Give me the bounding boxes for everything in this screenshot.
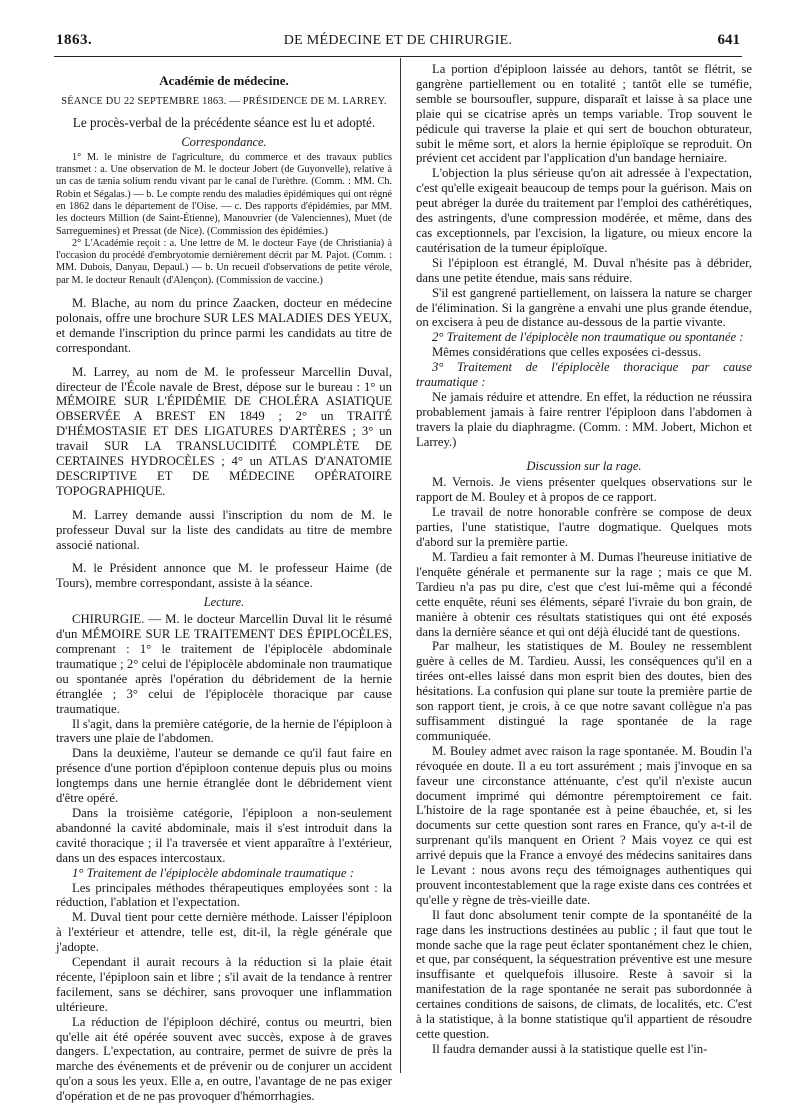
traitement-2-heading: 2° Traitement de l'épiplocèle non traumatique ou spontanée : bbox=[432, 330, 744, 345]
correspondance-heading: Correspondance. bbox=[181, 134, 267, 149]
correspondance-item-1: 1° M. le ministre de l'agriculture, du commerce et des travaux publics transmet : a. Une observation de M. le docteur Jobert (de Guyonvelle), relative à un cas de tænia solium rendu vivant par le canal de l'urèthre. (Comm. : MM. Ch. Robin et Ségalas.) — b. Le compte rendu des maladies épidémiques qui ont régné en 1862 dans le département de l'Oise. — c. Des rapports d'épidémies, par MM. les docteurs Million (de Saint-Étienne), Manouvrier (de Valenciennes), Muet (de Sarreguemines) et Pressat (de Nice). (Commission des épidémies.) bbox=[56, 151, 392, 237]
running-header bbox=[56, 30, 740, 52]
column-divider bbox=[400, 58, 401, 1073]
paragraph-president: M. le Président annonce que M. le professeur Haime (de Tours), membre correspondant, assiste à la séance. bbox=[56, 561, 392, 591]
paragraph-discussion-1: M. Vernois. Je viens présenter quelques observations sur le rapport de M. Bouley et à propos de ce rapport. bbox=[416, 475, 752, 505]
paragraph-traitement-1a: Les principales méthodes thérapeutiques employées sont : la réduction, l'ablation et l'expectation. bbox=[56, 880, 392, 910]
paragraph-blache: M. Blache, au nom du prince Zaacken, docteur en médecine polonais, offre une brochure SUR LES MALADIES DES YEUX, et demande l'inscription du prince parmi les candidats au titre de correspondant. bbox=[56, 295, 392, 355]
header-title: DE MÉDECINE ET DE CHIRURGIE. bbox=[283, 33, 513, 48]
discussion-heading: Discussion sur la rage. bbox=[526, 458, 642, 473]
seance-line: SÉANCE DU 22 SEPTEMBRE 1863. — PRÉSIDENCE DE M. LARREY. bbox=[61, 95, 387, 107]
paragraph-right-4: S'il est gangrené partiellement, on laissera la nature se charger de l'élimination. Si la gangrène a envahi une plus grande étendue, on excisera à peu de distance au-dessous de la partie vivante. bbox=[416, 285, 752, 330]
paragraph-discussion-2: Le travail de notre honorable confrère se compose de deux parties, l'une statistique, l'autre dogmatique. Quelques mots d'abord sur la première partie. bbox=[416, 505, 752, 550]
traitement-1-heading: 1° Traitement de l'épiplocèle abdominale traumatique : bbox=[72, 865, 354, 880]
paragraph-larrey-1: M. Larrey, au nom de M. le professeur Marcellin Duval, directeur de l'École navale de Brest, dépose sur le bureau : 1° un MÉMOIRE SUR L'ÉPIDÉMIE DE CHOLÉRA ASIATIQUE OBSERVÉE A BREST EN 1849 ; 2° un TRAITÉ D'HÉMOSTASIE ET DES LIGATURES D'ARTÈRES ; 3° un travail SUR LA TRANSLUCIDITÉ COMPLÈTE DE CERTAINES HYDROCÈLES ; 4° un ATLAS D'ANATOMIE DESCRIPTIVE ET DE MÉDECINE OPÉRATOIRE TOPOGRAPHIQUE. bbox=[56, 364, 392, 498]
header-year: 1863. bbox=[56, 32, 93, 48]
page-number: 641 bbox=[717, 32, 740, 48]
paragraph-discussion-7: Il faudra demander aussi à la statistique quelle est l'in- bbox=[432, 1041, 708, 1056]
paragraph-right-1: La portion d'épiploon laissée au dehors, tantôt se flétrit, se gangrène partiellement ou en totalité ; tantôt elle se tuméfie, semble se boursoufler, suppure, disparaît et laisse à sa place une plaie qui se cicatrise après un temps variable. Trop souvent le pédicule qui traverse la plaie et qui sert de bouchon obturateur, subit le même sort, et alors la hernie épiploïque se reproduit. On prévient cet accident par l'application d'un bandage herniaire. bbox=[416, 62, 752, 166]
right-column bbox=[416, 62, 752, 1057]
paragraph-traitement-1d: La réduction de l'épiploon déchiré, contus ou meurtri, bien qu'elle ait été opérée souvent avec succès, expose à de graves dangers. L'expectation, au contraire, permet de suivre de près la marche des événements et de prévenir ou de conjurer un accident qu'on a sous les yeux. Elle a, en outre, l'avantage de ne pas exiger d'opération et de ne pas provoquer d'hémorrhagies. bbox=[56, 1014, 392, 1104]
paragraph-traitement-1b: M. Duval tient pour cette dernière méthode. Laisser l'épiploon à l'extérieur et attendre, telle est, dit-il, la règle générale que j'adopte. bbox=[56, 910, 392, 955]
paragraph-traitement-3: Ne jamais réduire et attendre. En effet, la réduction ne réussira probablement jamais à faire rentrer l'épiploon dans l'abdomen à travers la plaie du diaphragme. (Comm. : MM. Jobert, Michon et Larrey.) bbox=[416, 389, 752, 449]
paragraph-lecture-2: Il s'agit, dans la première catégorie, de la hernie de l'épiploon à travers une plaie de l'abdomen. bbox=[56, 716, 392, 746]
paragraph-lecture-1: CHIRURGIE. — M. le docteur Marcellin Duval lit le résumé d'un MÉMOIRE SUR LE TRAITEMENT DES ÉPIPLOCÈLES, comprenant : 1° le traitement de l'épiplocèle abdominale traumatique ; 2° celui de l'épiplocèle abdominale non traumatique ou spontanée après l'opération du débridement de la hernie étranglée ; 3° celui de l'épiplocèle thoracique par cause traumatique. bbox=[56, 612, 392, 716]
lecture-heading: Lecture. bbox=[203, 595, 245, 610]
traitement-3-heading: 3° Traitement de l'épiplocèle thoracique par cause traumatique : bbox=[416, 360, 752, 390]
paragraph-right-2: L'objection la plus sérieuse qu'on ait adressée à l'expectation, c'est qu'elle exigeait beaucoup de temps pour la guérison. Mais on peut abréger la durée du traitement par l'emploi des cathérétiques, des astringents, d'une compression modérée, et même, dans des cas exceptionnels, par l'excision, la ligature, ou mieux encore la cautérisation de la tumeur épiploïque. bbox=[416, 166, 752, 255]
paragraph-traitement-1c: Cependant il aurait recours à la réduction si la plaie était récente, l'épiploon sain et libre ; s'il avait de la tendance à rentrer facilement, sans se déchirer, sans provoquer une inflammation ultérieure. bbox=[56, 955, 392, 1014]
left-column bbox=[56, 62, 392, 1104]
section-title: Académie de médecine. bbox=[159, 73, 289, 88]
paragraph-discussion-3: M. Tardieu a fait remonter à M. Dumas l'heureuse initiative de l'enquête générale et permanente sur la rage ; mais ce que M. Tardieu n'a pas pu dire, c'est que c'est lui-même qui a fécondé cette enquête, réuni ses éléments, séparé l'ivraie du bon grain, de manière à obtenir ces résultats statistiques qui ont été exposés dans la dernière séance et qui ont déjà élucidé tant de questions. bbox=[416, 550, 752, 639]
paragraph-right-3: Si l'épiploon est étranglé, M. Duval n'hésite pas à débrider, dans une petite étendue, mais sans réduire. bbox=[416, 255, 752, 285]
paragraph-discussion-6: Il faut donc absolument tenir compte de la spontanéité de la rage dans les instructions destinées au public ; il faut que tout le monde sache que la rage peut éclater spontanément chez le chien, et que, par conséquent, la séquestration préventive est une mesure insuffisante et quelquefois illusoire. Reste à savoir si la manifestation de la rage spontanée ne serait pas subordonnée à certaines conditions de saisons, de climats, de localités, etc. C'est à la statistique, à la bonne statistique qu'il appartient de résoudre cette question. bbox=[416, 907, 752, 1041]
paragraph-discussion-5: M. Bouley admet avec raison la rage spontanée. M. Boudin l'a révoquée en doute. Il a eu tort assurément ; mais j'invoque en sa faveur une circonstance atténuante, c'est qu'il n'existe aucun document imprimé qui démontre péremptoirement ce fait. L'histoire de la rage spontanée est à peine ébauchée, et, si les documents sur cette question sont rares en France, qu'y a-t-il de surprenant qu'ils manquent en Orient ? Mais voyez ce qui est arrivé depuis que la France a envoyé des médecins sanitaires dans le Levant : nous avons reçu des témoignages authentiques qui prouvent incontestablement que la rage existe dans ces contrées et qu'elle y règne de très-vieille date. bbox=[416, 743, 752, 907]
paragraph-larrey-2: M. Larrey demande aussi l'inscription du nom de M. le professeur Duval sur la liste des candidats au titre de membre associé national. bbox=[56, 507, 392, 552]
proces-verbal: Le procès-verbal de la précédente séance est lu et adopté. bbox=[72, 114, 376, 130]
correspondance-item-2: 2° L'Académie reçoit : a. Une lettre de M. le docteur Faye (de Christiania) à l'occasion du procédé d'embryotomie dernièrement décrit par M. Pajot. (Comm. : MM. Dubois, Danyau, Depaul.) — b. Un recueil d'observations de petite vérole, par M. le docteur Renault (d'Alençon). (Commission de vaccine.) bbox=[56, 237, 392, 286]
paragraph-lecture-3: Dans la deuxième, l'auteur se demande ce qu'il faut faire en présence d'une portion d'épiploon contenue depuis plus ou moins longtemps dans une hernie étranglée dont le débridement vient d'être opéré. bbox=[56, 746, 392, 806]
paragraph-lecture-4: Dans la troisième catégorie, l'épiploon a non-seulement abandonné la cavité abdominale, mais il s'est introduit dans la cavité thoracique ; il l'a traversée et vient apparaître à l'extérieur, dans un des espaces intercostaux. bbox=[56, 805, 392, 865]
paragraph-traitement-2: Mêmes considérations que celles exposées ci-dessus. bbox=[432, 345, 702, 360]
paragraph-discussion-4: Par malheur, les statistiques de M. Bouley ne ressemblent guère à celles de M. Tardieu. Aussi, les conséquences qu'il en a tirées ont-elles laissé dans mon esprit bien des doutes, bien des hésitations. La confusion qui plane sur toute la première partie de son rapport tient, je crois, à ce que notre savant collègue n'a pas suffisamment distingué la rage spontanée de la rage communiquée. bbox=[416, 639, 752, 743]
header-rule bbox=[54, 56, 742, 57]
